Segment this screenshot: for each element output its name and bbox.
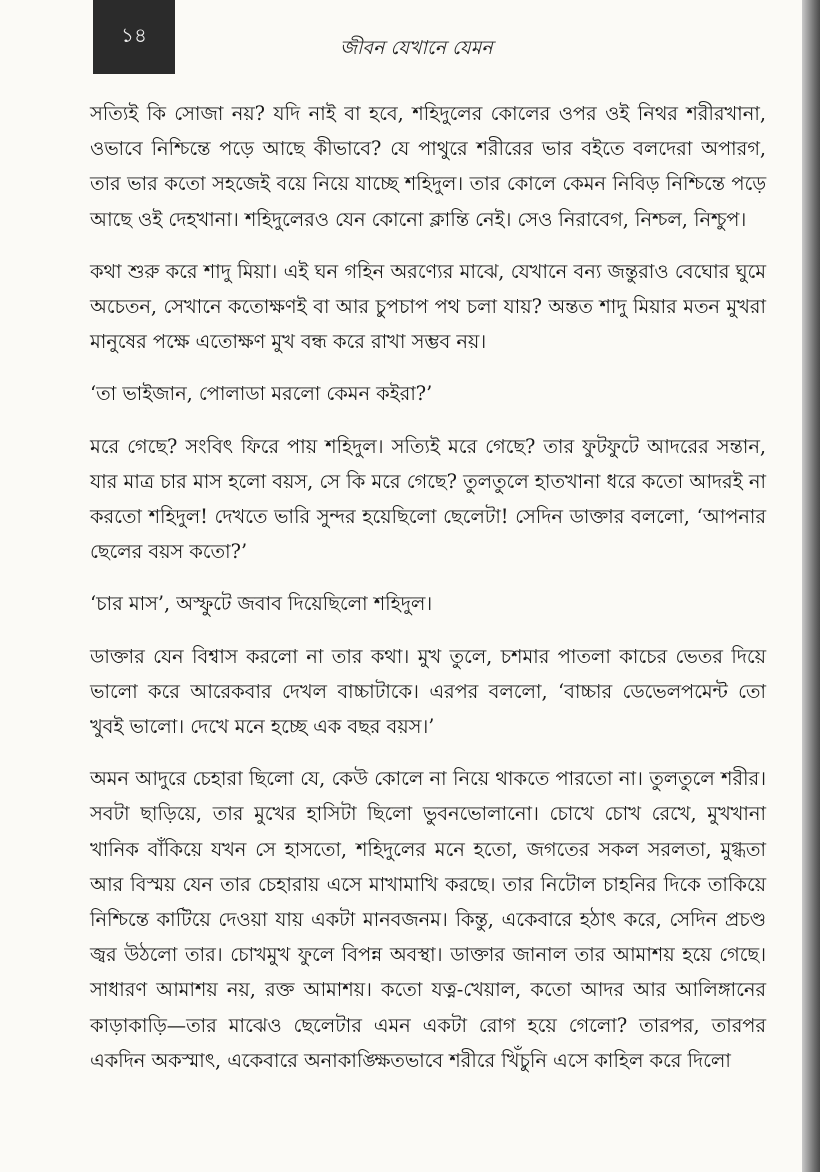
paragraph: ডাক্তার যেন বিশ্বাস করলো না তার কথা। মুখ তুলে, চশমার পাতলা কাচের ভেতর দিয়ে ভালো করে আরেকবার দেখল বাচ্চাটাকে। এরপর বললো, ‘বাচ্চার ডেভেলপমেন্ট তো খুবই ভালো। দেখে মনে হচ্ছে এক বছর বয়স।’ <box>90 644 766 739</box>
running-header-title: জীবন যেখানে যেমন <box>340 37 493 59</box>
page-edge-shadow <box>802 0 820 1172</box>
body-text <box>90 96 766 1095</box>
dialogue-paragraph: ‘তা ভাইজান, পোলাডা মরলো কেমন কইরা?’ <box>90 382 433 406</box>
paragraph: মরে গেছে? সংবিৎ ফিরে পায় শহিদুল। সত্যিই মরে গেছে? তার ফুটফুটে আদরের সন্তান, যার মাত্র চার মাস হলো বয়স, সে কি মরে গেছে? তুলতুলে হাতখানা ধরে কতো আদরই না করতো শহিদুল! দেখতে ভারি সুন্দর হয়েছিলো ছেলেটা! সেদিন ডাক্তার বললো, ‘আপনার ছেলের বয়স কতো?’ <box>90 434 766 564</box>
page-number: ১৪ <box>93 0 175 74</box>
paragraph: কথা শুরু করে শাদু মিয়া। এই ঘন গহিন অরণ্যের মাঝে, যেখানে বন্য জন্তুরাও বেঘোর ঘুমে অচেতন, সেখানে কতোক্ষণই বা আর চুপচাপ পথ চলা যায়? অন্তত শাদু মিয়ার মতন মুখরা মানুষের পক্ষে এতোক্ষণ মুখ বন্ধ করে রাখা সম্ভব নয়। <box>90 259 766 354</box>
paragraph: সত্যিই কি সোজা নয়? যদি নাই বা হবে, শহিদুলের কোলের ওপর ওই নিথর শরীরখানা, ওভাবে নিশ্চিন্তে পড়ে আছে কীভাবে? যে পাথুরে শরীরের ভার বইতে বলদেরা অপারগ, তার ভার কতো সহজেই বয়ে নিয়ে যাচ্ছে শহিদুল। তার কোলে কেমন নিবিড় নিশ্চিন্তে পড়ে আছে ওই দেহখানা। শহিদুলেরও যেন কোনো ক্লান্তি নেই। সেও নিরাবেগ, নিশ্চল, নিশ্চুপ। <box>90 102 766 231</box>
paragraph: অমন আদুরে চেহারা ছিলো যে, কেউ কোলে না নিয়ে থাকতে পারতো না। তুলতুলে শরীর। সবটা ছাড়িয়ে, তার মুখের হাসিটা ছিলো ভুবনভোলানো। চোখে চোখ রেখে, মুখখানা খানিক বাঁকিয়ে যখন সে হাসতো, শহিদুলের মনে হতো, জগতের সকল সরলতা, মুগ্ধতা আর বিস্ময় যেন তার চেহারায় এসে মাখামাখি করছে। তার নিটোল চাহনির দিকে তাকিয়ে নিশ্চিন্তে কাটিয়ে দেওয়া যায় একটা মানবজনম। কিন্তু, একেবারে হঠাৎ করে, সেদিন প্রচণ্ড জ্বর উঠলো তার। চোখমুখ ফুলে বিপন্ন অবস্থা। ডাক্তার জানাল তার আমাশয় হয়ে গেছে। সাধারণ আমাশয় নয়, রক্ত আমাশয়। কতো যত্ন-খেয়াল, কতো আদর আর আলিঙ্গানের কাড়াকাড়ি—তার মাঝেও ছেলেটার এমন একটা রোগ হয়ে গেলো? তারপর, তারপর একদিন অকস্মাৎ, একেবারে অনাকাঙ্ক্ষিতভাবে শরীরে খিঁচুনি এসে কাহিল করে দিলো <box>90 767 766 1072</box>
dialogue-paragraph: ‘চার মাস’, অস্ফুটে জবাব দিয়েছিলো শহিদুল। <box>90 592 433 616</box>
